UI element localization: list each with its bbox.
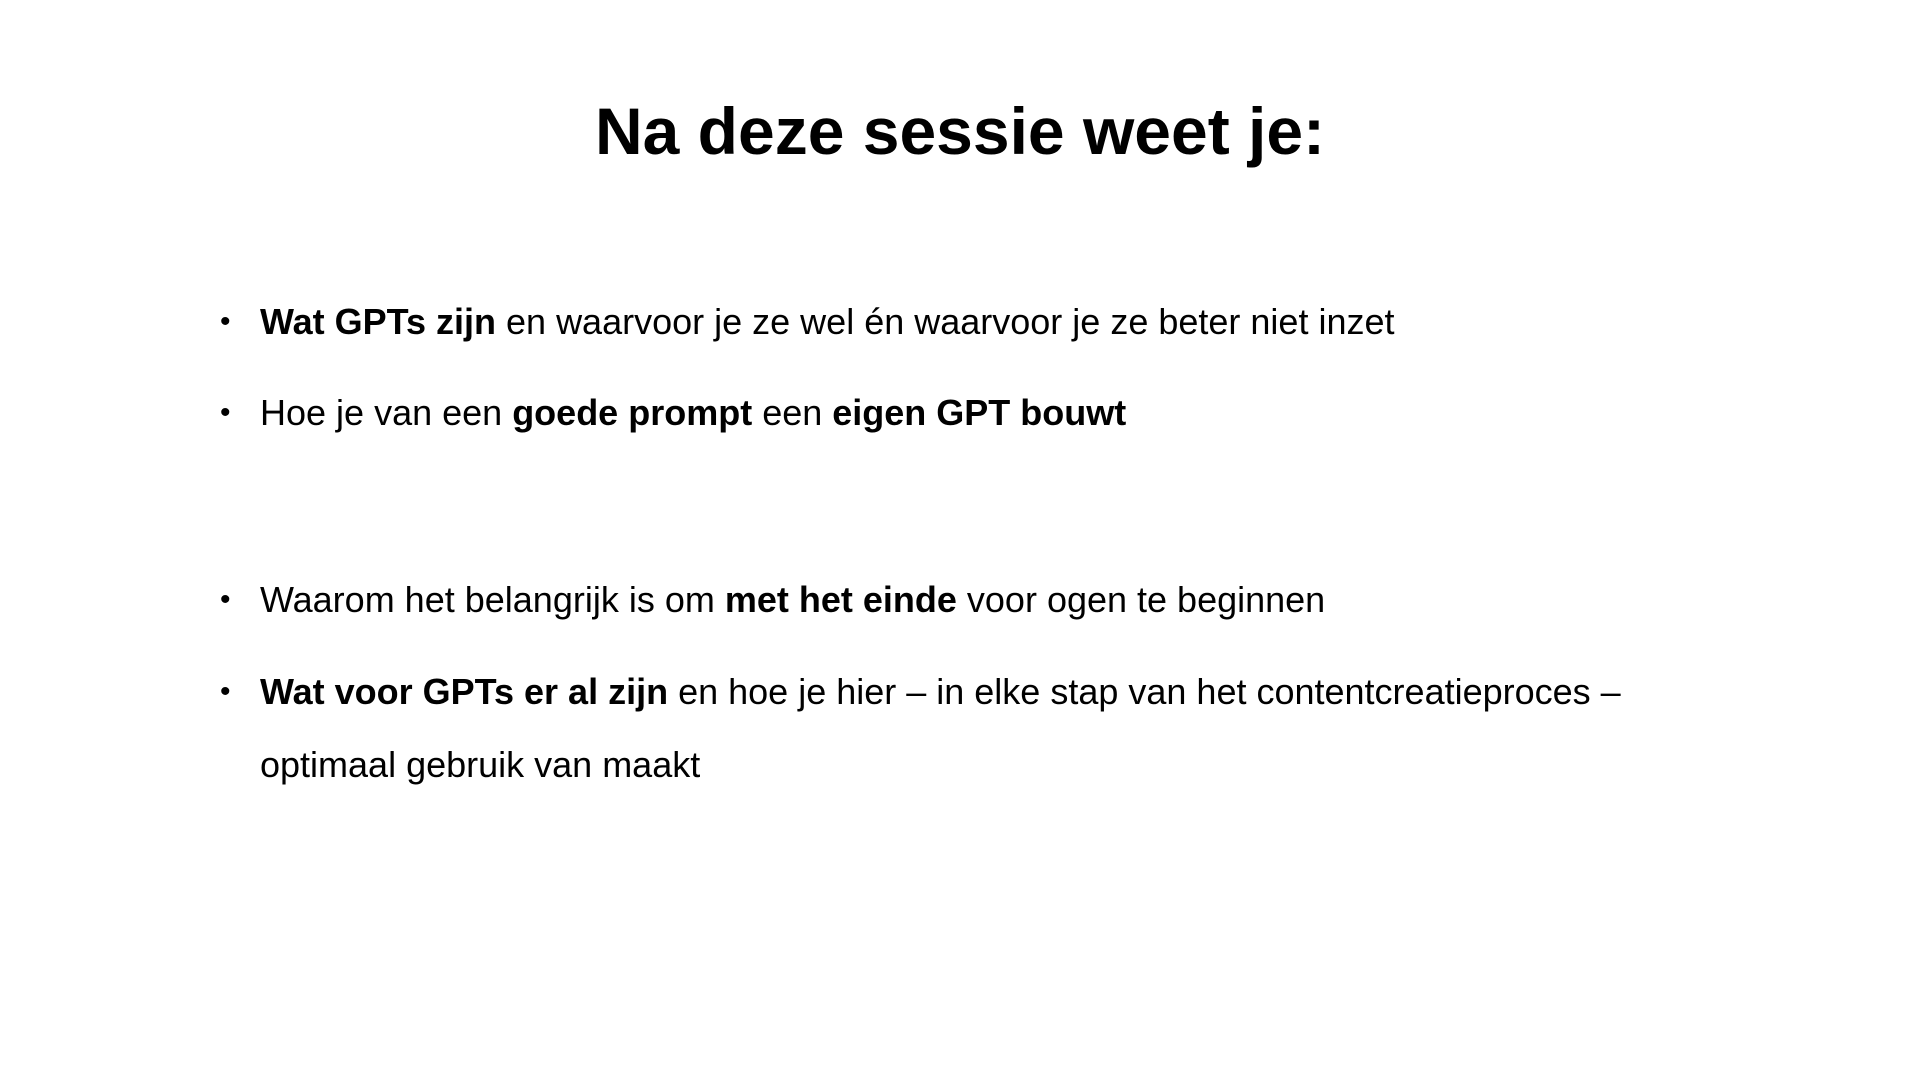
bullet-text: en waarvoor je ze wel én waarvoor je ze beter niet inzet xyxy=(496,301,1395,342)
bullet-dot-icon: • xyxy=(220,305,231,338)
bullet-text-bold: Wat GPTs zijn xyxy=(260,301,497,342)
bullet-item-4 xyxy=(220,655,1710,801)
bullet-item-2 xyxy=(220,376,1710,449)
bullet-dot-icon: • xyxy=(220,583,231,616)
bullet-text: en hoe je hier – in elke stap van het contentcreatieproces – optimaal gebruik van maakt xyxy=(260,671,1621,785)
bullet-text: Waarom het belangrijk is om xyxy=(260,579,725,620)
slide-title: Na deze sessie weet je: xyxy=(594,94,1326,168)
bullet-item-1 xyxy=(220,285,1710,358)
bullet-text-bold: Wat voor GPTs er al zijn xyxy=(260,671,669,712)
bullet-text: voor ogen te beginnen xyxy=(956,579,1326,620)
bullet-text: een xyxy=(752,392,833,433)
bullet-dot-icon: • xyxy=(220,396,231,429)
bullet-text-bold: goede prompt xyxy=(512,392,753,433)
bullet-dot-icon: • xyxy=(220,675,231,708)
bullet-text-bold: met het einde xyxy=(724,579,957,620)
bullet-text-bold: eigen GPT bouwt xyxy=(832,392,1127,433)
bullet-item-3 xyxy=(220,563,1710,636)
bullet-text: Hoe je van een xyxy=(260,392,513,433)
